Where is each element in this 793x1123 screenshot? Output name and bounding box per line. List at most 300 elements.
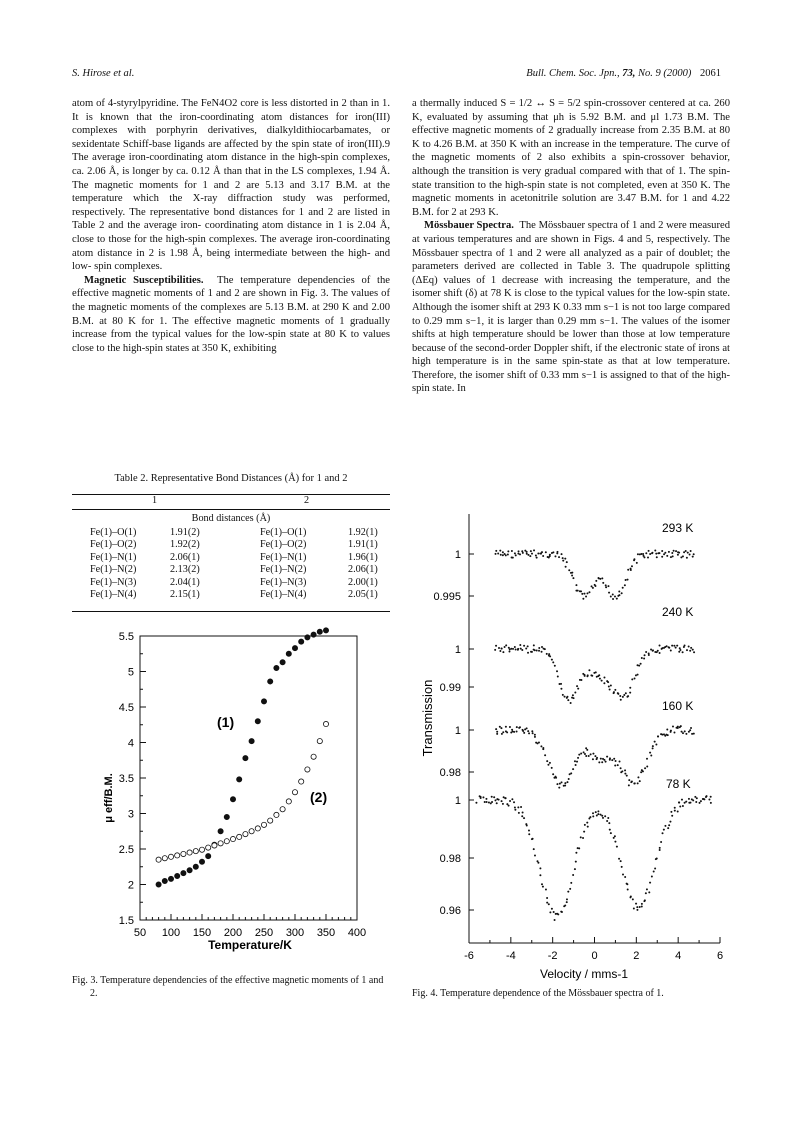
- fig4-data-point: [692, 556, 694, 558]
- fig3-point-series-2: [286, 799, 291, 804]
- fig4-data-point: [566, 898, 568, 900]
- fig4-data-point: [587, 674, 589, 676]
- fig4-data-point: [532, 838, 534, 840]
- fig4-data-point: [509, 800, 511, 802]
- fig4-data-point: [570, 772, 572, 774]
- fig4-y-tick-label: 1: [454, 725, 461, 737]
- table-cell: 2.06(1): [348, 564, 378, 576]
- fig4-x-tick-label: -2: [547, 950, 558, 962]
- fig4-data-point: [654, 550, 656, 552]
- fig4-data-point: [639, 906, 641, 908]
- fig4-data-point: [500, 648, 502, 650]
- fig4-data-point: [637, 776, 639, 778]
- fig4-data-point: [511, 550, 513, 552]
- fig3-point-series-2: [299, 779, 304, 784]
- fig4-data-point: [505, 726, 507, 728]
- fig4-data-point: [620, 860, 622, 862]
- fig3-point-series-1: [175, 873, 180, 878]
- fig4-data-point: [507, 553, 509, 555]
- fig4-data-point: [631, 781, 633, 783]
- fig3-point-series-1: [274, 665, 279, 670]
- fig4-data-point: [549, 655, 551, 657]
- fig4-data-point: [626, 775, 628, 777]
- fig4-data-point: [651, 875, 653, 877]
- fig3-point-series-2: [181, 851, 186, 856]
- fig4-data-point: [689, 650, 691, 652]
- fig4-data-point: [520, 648, 522, 650]
- fig4-data-point: [556, 551, 558, 553]
- table-cell: Fe(1)–O(1): [90, 527, 137, 538]
- fig4-data-point: [638, 665, 640, 667]
- fig4-y-tick-label: 0.995: [433, 591, 461, 603]
- fig4-data-point: [541, 551, 543, 553]
- fig4-data-point: [525, 647, 527, 649]
- fig4-data-point: [710, 802, 712, 804]
- fig4-data-point: [648, 891, 650, 893]
- table-rule-top: [72, 494, 390, 495]
- fig4-data-point: [548, 903, 550, 905]
- fig4-data-point: [650, 754, 652, 756]
- fig4-data-point: [491, 796, 493, 798]
- fig4-data-point: [475, 802, 477, 804]
- fig4-data-point: [682, 805, 684, 807]
- fig4-data-point: [660, 841, 662, 843]
- fig4-data-point: [606, 756, 608, 758]
- fig4-data-point: [634, 782, 636, 784]
- fig4-data-point: [641, 657, 643, 659]
- fig4-data-point: [571, 572, 573, 574]
- fig4-data-point: [623, 694, 625, 696]
- fig4-data-point: [668, 551, 670, 553]
- fig4-data-point: [480, 796, 482, 798]
- fig4-temperature-label: 160 K: [662, 699, 694, 713]
- fig4-data-point: [547, 764, 549, 766]
- left-column: [72, 97, 390, 355]
- fig4-data-point: [622, 587, 624, 589]
- fig4-data-point: [597, 813, 599, 815]
- fig4-x-tick-label: 6: [716, 950, 724, 962]
- fig4-data-point: [670, 811, 672, 813]
- fig3-point-series-2: [268, 818, 273, 823]
- fig4-data-point: [667, 827, 669, 829]
- fig3-point-series-1: [193, 864, 198, 869]
- fig4-data-point: [511, 798, 513, 800]
- fig4-data-point: [572, 694, 574, 696]
- fig4-data-point: [663, 829, 665, 831]
- fig4-data-point: [607, 681, 609, 683]
- fig4-data-point: [599, 578, 601, 580]
- fig3-point-series-1: [255, 719, 260, 724]
- fig4-data-point: [589, 816, 591, 818]
- fig4-data-point: [650, 649, 652, 651]
- fig4-data-point: [496, 733, 498, 735]
- fig4-data-point: [620, 767, 622, 769]
- fig4-data-point: [634, 678, 636, 680]
- fig4-data-point: [643, 658, 645, 660]
- fig4-data-point: [706, 795, 708, 797]
- fig4-data-point: [592, 587, 594, 589]
- fig4-data-point: [677, 810, 679, 812]
- fig4-data-point: [628, 779, 630, 781]
- fig4-data-point: [679, 649, 681, 651]
- fig4-data-point: [679, 647, 681, 649]
- fig4-data-point: [552, 773, 554, 775]
- fig4-data-point: [614, 689, 616, 691]
- table-row: [90, 552, 394, 564]
- fig4-data-point: [546, 902, 548, 904]
- fig3-label-1: (1): [217, 714, 235, 730]
- fig4-data-point: [645, 651, 647, 653]
- table-row: [90, 564, 394, 576]
- fig4-data-point: [577, 688, 579, 690]
- fig3-point-series-1: [230, 797, 235, 802]
- fig4-data-point: [565, 566, 567, 568]
- fig4-data-point: [526, 825, 528, 827]
- fig4-y-tick-label: 1: [454, 795, 461, 807]
- fig4-data-point: [530, 550, 532, 552]
- fig4-data-point: [652, 649, 654, 651]
- fig4-data-point: [549, 911, 551, 913]
- fig4-data-point: [677, 554, 679, 556]
- fig4-data-point: [682, 651, 684, 653]
- fig4-data-point: [629, 687, 631, 689]
- fig4-data-point: [678, 802, 680, 804]
- fig4-data-point: [564, 785, 566, 787]
- fig4-y-tick-label: 0.98: [439, 767, 461, 779]
- fig4-data-point: [577, 757, 579, 759]
- fig3-point-series-2: [230, 836, 235, 841]
- fig4-data-point: [617, 764, 619, 766]
- fig4-data-point: [536, 649, 538, 651]
- table-row: [90, 577, 394, 589]
- fig4-data-point: [592, 753, 594, 755]
- fig4-data-point: [517, 806, 519, 808]
- fig4-data-point: [527, 554, 529, 556]
- fig4-data-point: [630, 568, 632, 570]
- fig4-data-point: [657, 735, 659, 737]
- fig4-data-point: [523, 732, 525, 734]
- fig4-data-point: [657, 650, 659, 652]
- fig4-data-point: [655, 743, 657, 745]
- fig4-data-point: [584, 824, 586, 826]
- table-rule-mid: [72, 509, 390, 510]
- fig4-data-point: [649, 882, 651, 884]
- fig4-y-tick-label: 1: [454, 549, 461, 561]
- fig3-point-series-1: [224, 814, 229, 819]
- fig3-point-series-2: [237, 834, 242, 839]
- fig4-data-point: [610, 832, 612, 834]
- fig4-data-point: [520, 806, 522, 808]
- fig4-data-point: [578, 847, 580, 849]
- table-cell: 2.00(1): [348, 576, 378, 588]
- fig4-data-point: [560, 683, 562, 685]
- fig4-data-point: [663, 553, 665, 555]
- fig4-data-point: [681, 731, 683, 733]
- fig4-data-point: [582, 837, 584, 839]
- fig4-data-point: [656, 857, 658, 859]
- fig4-data-point: [617, 692, 619, 694]
- fig4-data-point: [512, 557, 514, 559]
- fig4-data-point: [532, 732, 534, 734]
- fig4-data-point: [613, 758, 615, 760]
- fig3-y-tick-label: 2: [127, 879, 134, 892]
- fig3-y-tick-label: 3.5: [118, 773, 134, 785]
- fig4-data-point: [586, 592, 588, 594]
- fig4-data-point: [570, 882, 572, 884]
- fig4-data-point: [556, 670, 558, 672]
- fig3-point-series-1: [299, 639, 304, 644]
- fig4-data-point: [584, 753, 586, 755]
- fig4-data-point: [540, 745, 542, 747]
- fig4-data-point: [552, 551, 554, 553]
- table-cell: Fe(1)–N(2): [260, 564, 307, 576]
- table-row: [90, 589, 394, 601]
- fig4-data-point: [624, 584, 626, 586]
- fig3-point-series-1: [323, 628, 328, 633]
- fig4-data-point: [546, 760, 548, 762]
- fig4-data-point: [554, 665, 556, 667]
- fig3-y-tick-label: 3: [127, 808, 134, 821]
- fig4-data-point: [642, 770, 644, 772]
- fig4-data-point: [496, 731, 498, 733]
- fig4-data-point: [637, 553, 639, 555]
- fig4-data-point: [499, 650, 501, 652]
- fig4-data-point: [627, 889, 629, 891]
- fig3-point-series-1: [181, 871, 186, 876]
- fig4-data-point: [637, 782, 639, 784]
- fig4-data-point: [689, 553, 691, 555]
- fig4-data-point: [545, 551, 547, 553]
- fig4-data-point: [668, 824, 670, 826]
- fig4-data-point: [482, 796, 484, 798]
- fig4-data-point: [666, 555, 668, 557]
- fig4-data-point: [649, 752, 651, 754]
- fig4-data-point: [538, 741, 540, 743]
- fig4-data-point: [682, 732, 684, 734]
- fig4-data-point: [533, 848, 535, 850]
- table-cell: Fe(1)–N(1): [260, 551, 307, 563]
- fig4-data-point: [583, 831, 585, 833]
- fig4-data-point: [641, 906, 643, 908]
- fig4-data-point: [671, 552, 673, 554]
- fig4-data-point: [664, 825, 666, 827]
- fig4-data-point: [495, 550, 497, 552]
- fig4-data-point: [505, 797, 507, 799]
- fig4-data-point: [639, 780, 641, 782]
- fig4-data-point: [582, 598, 584, 600]
- fig4-data-point: [495, 728, 497, 730]
- fig4-data-point: [686, 649, 688, 651]
- fig4-data-point: [534, 736, 536, 738]
- fig4-data-point: [637, 674, 639, 676]
- fig4-data-point: [493, 796, 495, 798]
- fig3-point-series-2: [156, 857, 161, 862]
- fig4-data-point: [518, 550, 520, 552]
- fig4-data-point: [607, 585, 609, 587]
- fig4-data-point: [506, 731, 508, 733]
- fig3-point-series-2: [168, 854, 173, 859]
- fig4-data-point: [592, 812, 594, 814]
- table-cell: Fe(1)–O(2): [260, 539, 307, 551]
- fig4-data-point: [561, 781, 563, 783]
- fig4-data-point: [670, 731, 672, 733]
- fig4-data-point: [564, 782, 566, 784]
- fig4-data-point: [502, 803, 504, 805]
- fig3-point-series-2: [193, 849, 198, 854]
- fig4-data-point: [495, 645, 497, 647]
- fig4-data-point: [670, 649, 672, 651]
- fig4-data-point: [659, 849, 661, 851]
- fig4-data-point: [544, 754, 546, 756]
- fig4-data-point: [551, 767, 553, 769]
- fig4-data-point: [505, 644, 507, 646]
- fig4-data-point: [677, 726, 679, 728]
- fig4-data-point: [685, 733, 687, 735]
- fig4-data-point: [627, 569, 629, 571]
- fig4-x-tick-label: 2: [633, 950, 640, 962]
- fig4-data-point: [648, 550, 650, 552]
- fig4-data-point: [673, 645, 675, 647]
- table-cell: Fe(1)–O(2): [90, 539, 137, 551]
- fig4-data-point: [515, 649, 517, 651]
- fig4-data-point: [610, 684, 612, 686]
- fig4-data-point: [690, 550, 692, 552]
- fig4-data-point: [595, 811, 597, 813]
- fig4-data-point: [621, 866, 623, 868]
- fig4-data-point: [596, 815, 598, 817]
- fig4-data-point: [684, 730, 686, 732]
- fig4-data-point: [667, 734, 669, 736]
- fig4-y-tick-label: 0.96: [439, 905, 461, 917]
- fig4-data-point: [523, 817, 525, 819]
- fig4-data-point: [556, 783, 558, 785]
- figure-4-caption: Fig. 4. Temperature dependence of the Mössbauer spectra of 1.: [412, 988, 664, 999]
- fig4-data-point: [682, 555, 684, 557]
- fig4-data-point: [514, 646, 516, 648]
- fig3-x-tick-label: 250: [254, 927, 274, 939]
- fig4-data-point: [626, 883, 628, 885]
- figure-3: [72, 626, 392, 954]
- fig4-data-point: [598, 761, 600, 763]
- fig4-data-point: [519, 553, 521, 555]
- fig4-data-point: [654, 868, 656, 870]
- fig4-data-point: [630, 895, 632, 897]
- fig4-data-point: [633, 558, 635, 560]
- fig4-data-point: [645, 552, 647, 554]
- fig4-data-point: [548, 653, 550, 655]
- fig4-data-point: [554, 555, 556, 557]
- fig4-data-point: [501, 733, 503, 735]
- fig4-data-point: [523, 645, 525, 647]
- fig4-data-point: [516, 726, 518, 728]
- fig3-point-series-1: [187, 868, 192, 873]
- right-paragraph-2: The Mössbauer spectra of 1 and 2 were measured at various temperatures and are shown in Figs. 4 and 5, respectively. The Mössbauer spectra of 1 and 2 were all analyzed as a pair of doublet; the parameters derived are collected in Table 3. The quadrupole splitting (ΔEq) values of 1 decrease with increasing the temperature, and the isomer shift (δ) at 78 K is close to the typical values for the low-spin state. Although the isomer shift at 293 K 0.33 mm s−1 is not too large compared to 0.29 mm s−1, it is larger than 0.29 mm s−1. The values of the isomer shifts at high temperature should be lower than those at low temperature because of the second-order Doppler shift, if the electronic state of irons at high temperature is in the same spin-state as that at low temperature. Therefore, the isomer shift of 0.33 mm s−1 is assigned to that of the high-spin state. In: [412, 220, 730, 395]
- fig4-data-point: [602, 582, 604, 584]
- fig4-data-point: [535, 554, 537, 556]
- fig4-data-point: [692, 799, 694, 801]
- fig3-point-series-2: [187, 850, 192, 855]
- fig4-data-point: [613, 692, 615, 694]
- fig4-data-point: [566, 781, 568, 783]
- fig4-data-point: [572, 874, 574, 876]
- fig3-point-series-1: [286, 651, 291, 656]
- fig4-data-point: [609, 689, 611, 691]
- fig4-data-point: [679, 805, 681, 807]
- fig4-data-point: [542, 886, 544, 888]
- fig4-data-point: [553, 911, 555, 913]
- fig3-point-series-1: [206, 854, 211, 859]
- fig4-data-point: [681, 799, 683, 801]
- fig3-y-tick-label: 5: [127, 666, 134, 679]
- fig4-y-tick-label: 1: [454, 644, 461, 656]
- fig4-data-point: [494, 649, 496, 651]
- fig4-data-point: [603, 676, 605, 678]
- fig3-x-tick-label: 400: [347, 927, 367, 939]
- fig4-data-point: [562, 557, 564, 559]
- fig3-point-series-1: [199, 859, 204, 864]
- fig4-data-point: [504, 646, 506, 648]
- fig4-data-point: [502, 651, 504, 653]
- fig4-data-point: [519, 726, 521, 728]
- fig4-data-point: [507, 550, 509, 552]
- fig4-data-point: [574, 760, 576, 762]
- fig4-x-tick-label: 0: [591, 950, 598, 962]
- fig4-data-point: [502, 731, 504, 733]
- fig4-data-point: [529, 555, 531, 557]
- fig4-data-point: [575, 584, 577, 586]
- fig4-data-point: [495, 553, 497, 555]
- fig4-data-point: [522, 552, 524, 554]
- fig4-data-point: [514, 552, 516, 554]
- fig4-data-point: [693, 733, 695, 735]
- fig4-xlabel: Velocity / mms-1: [539, 967, 629, 981]
- fig4-data-point: [574, 691, 576, 693]
- fig4-data-point: [615, 760, 617, 762]
- fig4-data-point: [605, 584, 607, 586]
- fig4-data-point: [696, 797, 698, 799]
- fig4-data-point: [644, 654, 646, 656]
- fig4-data-point: [519, 644, 521, 646]
- fig4-data-point: [614, 835, 616, 837]
- fig4-data-point: [541, 646, 543, 648]
- fig4-data-point: [514, 806, 516, 808]
- fig4-data-point: [603, 759, 605, 761]
- fig3-point-series-2: [162, 856, 167, 861]
- fig3-point-series-1: [156, 882, 161, 887]
- fig4-data-point: [673, 731, 675, 733]
- fig4-data-point: [695, 801, 697, 803]
- fig3-point-series-1: [249, 738, 254, 743]
- fig4-data-point: [655, 553, 657, 555]
- fig4-data-point: [686, 557, 688, 559]
- fig4-data-point: [533, 549, 535, 551]
- fig4-data-point: [694, 796, 696, 798]
- fig4-data-point: [570, 702, 572, 704]
- fig4-data-point: [605, 586, 607, 588]
- fig4-data-point: [575, 852, 577, 854]
- fig4-data-point: [604, 815, 606, 817]
- fig4-data-point: [566, 901, 568, 903]
- fig4-data-point: [675, 647, 677, 649]
- fig4-data-point: [599, 678, 601, 680]
- fig4-x-tick-label: -6: [464, 950, 474, 962]
- fig4-data-point: [687, 552, 689, 554]
- fig3-point-series-1: [237, 777, 242, 782]
- fig4-data-point: [528, 833, 530, 835]
- fig4-data-point: [508, 651, 510, 653]
- fig4-data-point: [580, 679, 582, 681]
- fig4-data-point: [577, 590, 579, 592]
